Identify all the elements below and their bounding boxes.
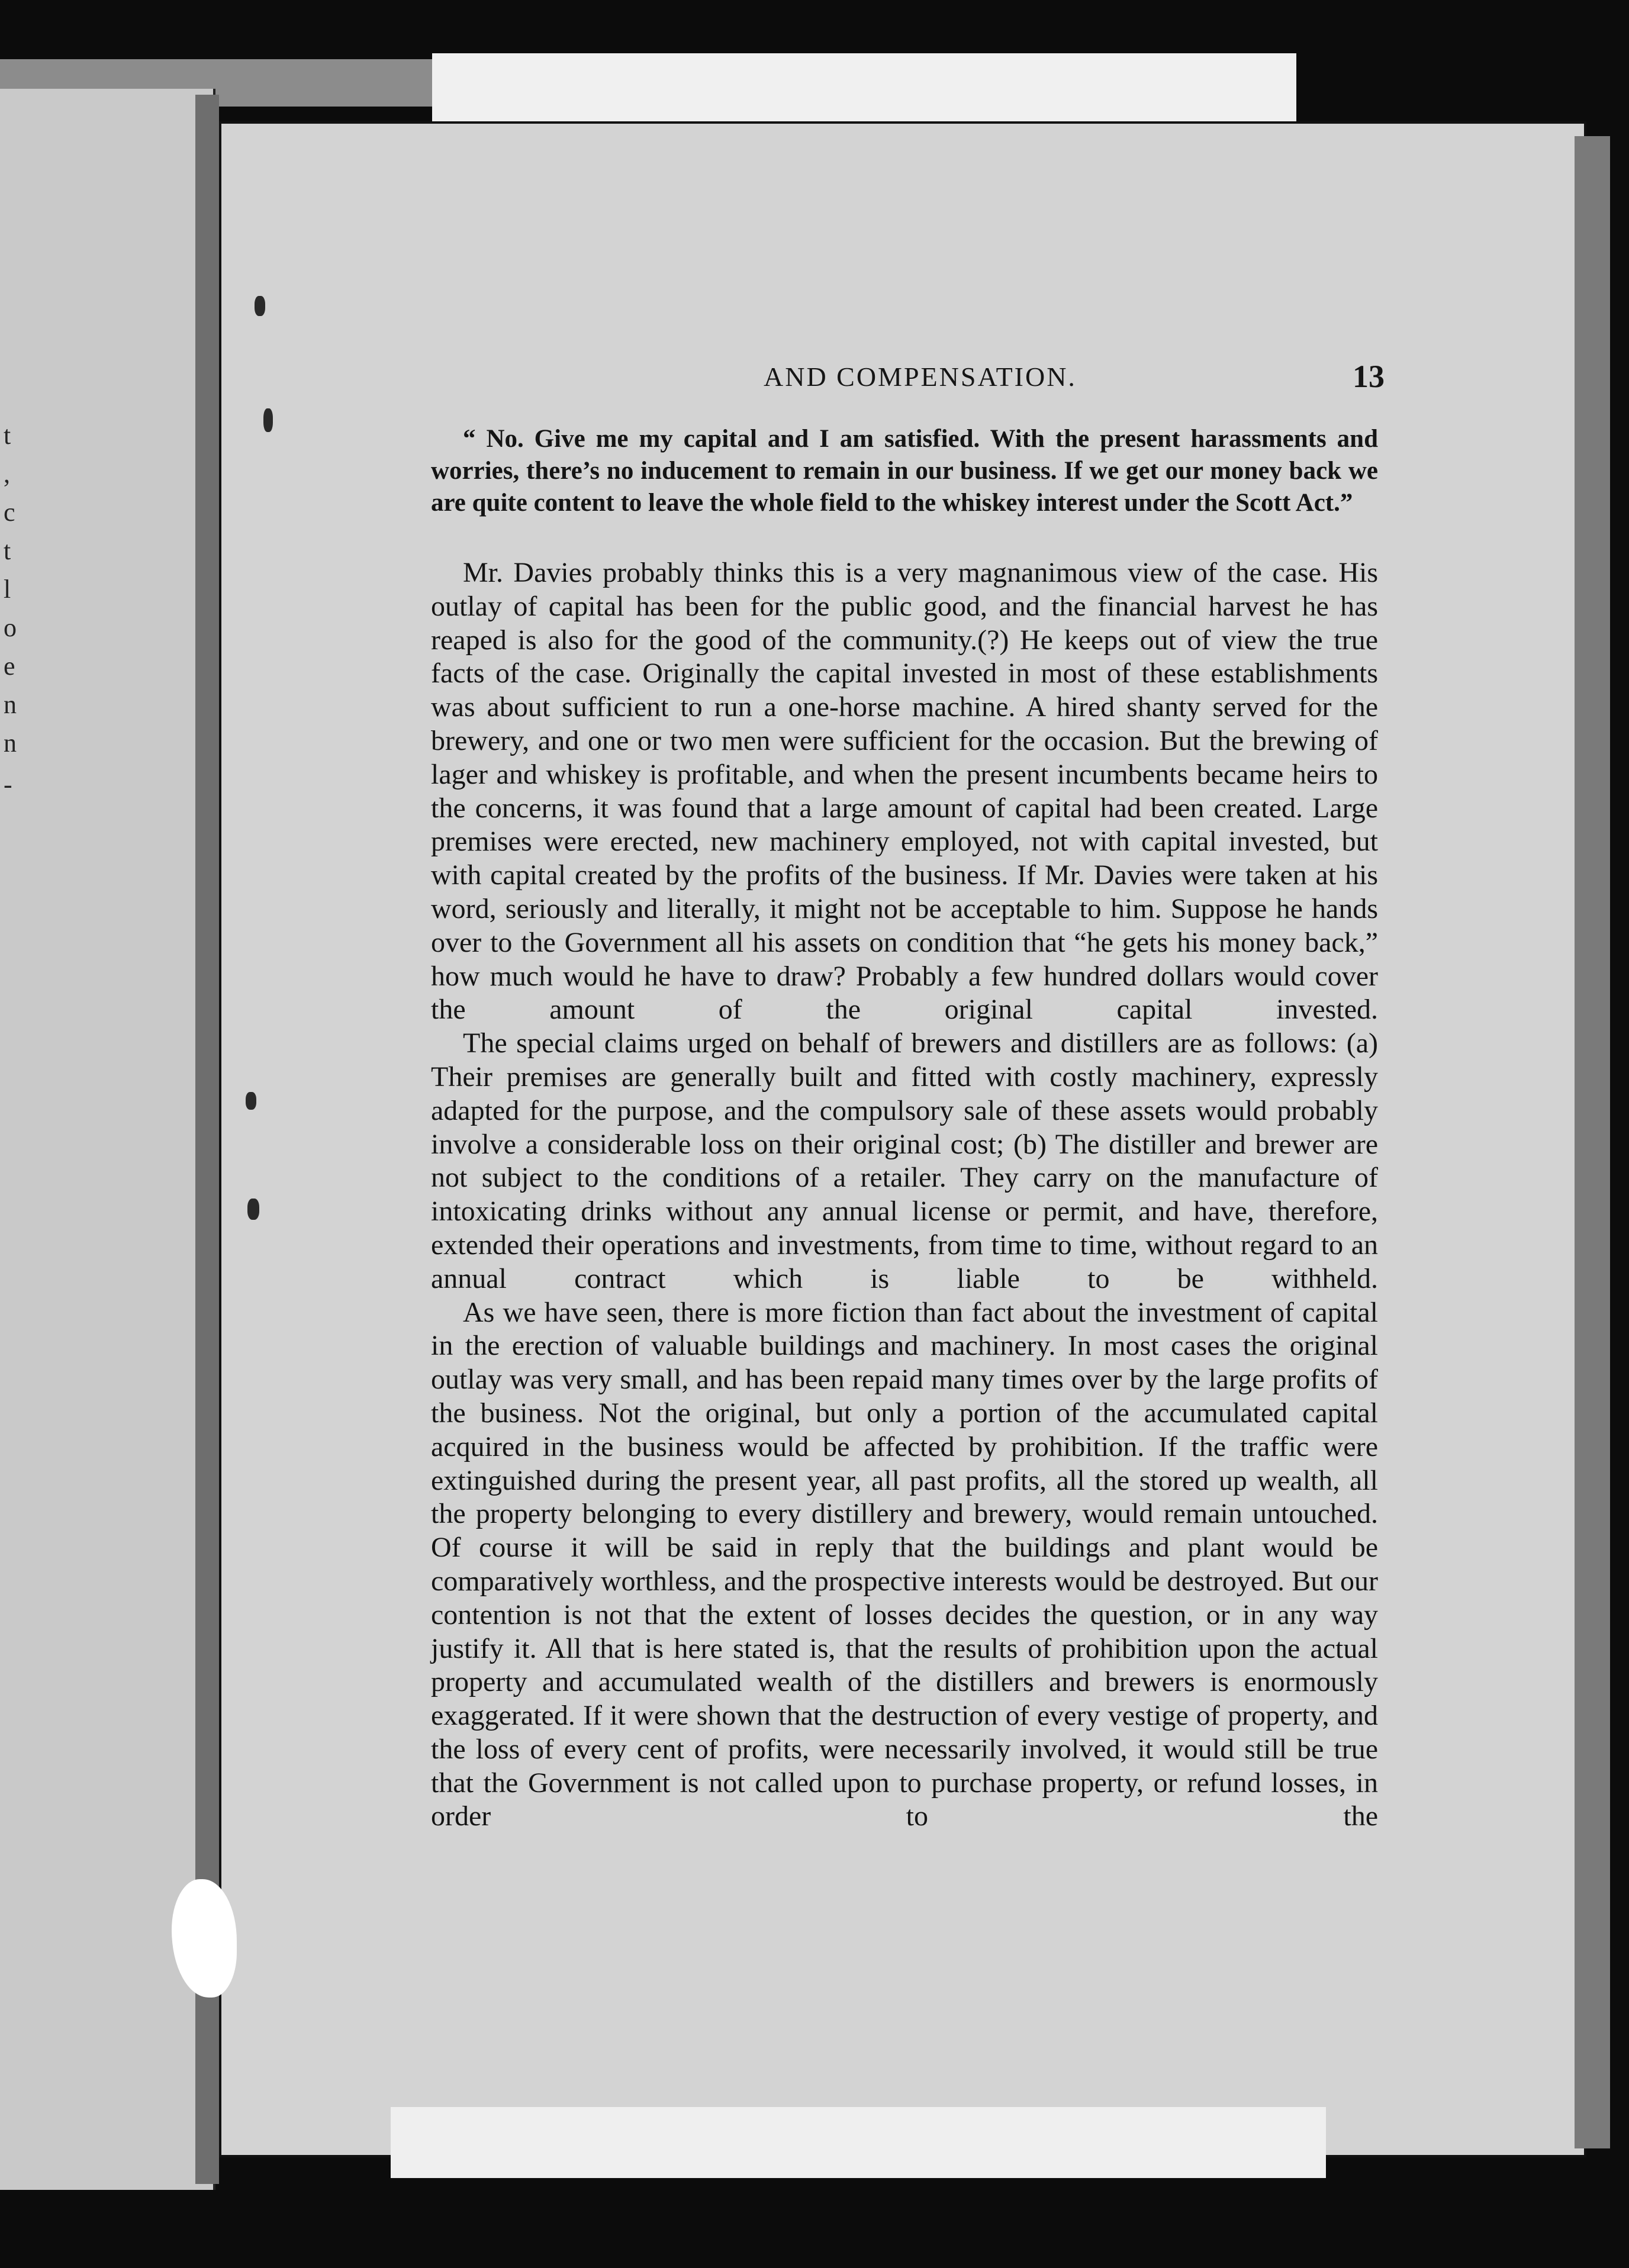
margin-char: t [4,536,11,565]
margin-char: c [4,498,15,527]
left-page-fragment [0,89,215,2190]
scan-speck [263,408,273,432]
body-text [431,556,1378,1834]
paragraph-davies: Mr. Davies probably thinks this is a very magnanimous view of the case. His outlay of capital has been for the public good, and the financial harvest he has reaped is also for the good of the community.(?) He keeps out of view the true facts of the case. Originally the capital invested in most of these establishments was about sufficient to run a one-horse machine. A hired shanty served for the brewery, and one or two men were sufficient for the occasion. But the brewing of lager and whiskey is profitable, and when the present incumbents became heirs to the concerns, it was found that a large amount of capital had been created. Large premises were erected, new machinery employed, not with capital invested, but with capital created by the profits of the business. If Mr. Davies were taken at his word, seriously and literally, it might not be acceptable to him. Suppose he hands over to the Government all his assets on condition that “he gets his money back,” how much would he have to draw? Probably a few hundred dollars would cover the amount of the original capital invested. [431,557,1378,1026]
scan-speck [246,1092,256,1110]
top-paper-edge [432,53,1296,130]
paragraph-fiction-fact: As we have seen, there is more fiction than fact about the investment of capital in the erection of valuable buildings and machinery. In most cases the original outlay was very small, and has been repaid many times over by the large profits of the business. Not the original, but only a portion of the accumulated capital acquired in the business would be affected by prohibition. If the traffic were extinguished during the present year, all past profits, all the stored up wealth, all the property belonging to every distillery and brewery, would remain untouched. Of course it will be said in reply that the buildings and plant would be comparatively worthless, and the prospective interests would be destroyed. But our contention is not that the extent of losses decides the question, or in any way justify it. All that is here stated is, that the results of prohibition upon the actual property and accumulated wealth of the distillers and brewers is enormously exaggerated. If it were shown that the destruction of every vestige of property, and the loss of every cent of profits, were necessarily involved, it would still be true that the Government is not called upon to purchase property, or refund losses, in order to the [431,1296,1378,1832]
right-page-edge [1575,136,1610,2148]
scan-speck [247,1199,259,1220]
margin-char: e [4,652,15,681]
bottom-paper-edge [391,2107,1326,2178]
running-header: AND COMPENSATION. [764,362,1077,392]
quote-text: “ No. Give me my capital and I am satisfied. With the present harassments and worries, there’s no inducement to remain in our business. If we get our money back we are quite content to leave the whole field to the whiskey interest under the Scott Act.” [431,425,1378,517]
paragraph-special-claims: The special claims urged on behalf of brewers and distillers are as follows: (a) Their premises are generally built and fitted with costly machinery, expressly adapted for the purpose, and the compulsory sale of these assets would probably involve a considerable loss on their original cost; (b) The distiller and brewer are not subject to the conditions of a retailer. They carry on the manufacture of intoxicating drinks without any annual license or permit, and have, therefore, extended their operations and investments, from time to time, without regard to an annual contract which is liable to be withheld. [431,1027,1378,1294]
margin-char: n [4,690,17,719]
binding-gutter [195,95,219,2184]
margin-char: l [4,575,11,604]
quoted-passage [431,423,1378,519]
margin-char: n [4,729,17,758]
margin-char: o [4,613,17,642]
scan-speck [255,296,265,316]
margin-char: t [4,421,11,450]
margin-char: , [4,459,10,488]
page-number: 13 [1353,359,1385,394]
margin-char: - [4,770,12,799]
